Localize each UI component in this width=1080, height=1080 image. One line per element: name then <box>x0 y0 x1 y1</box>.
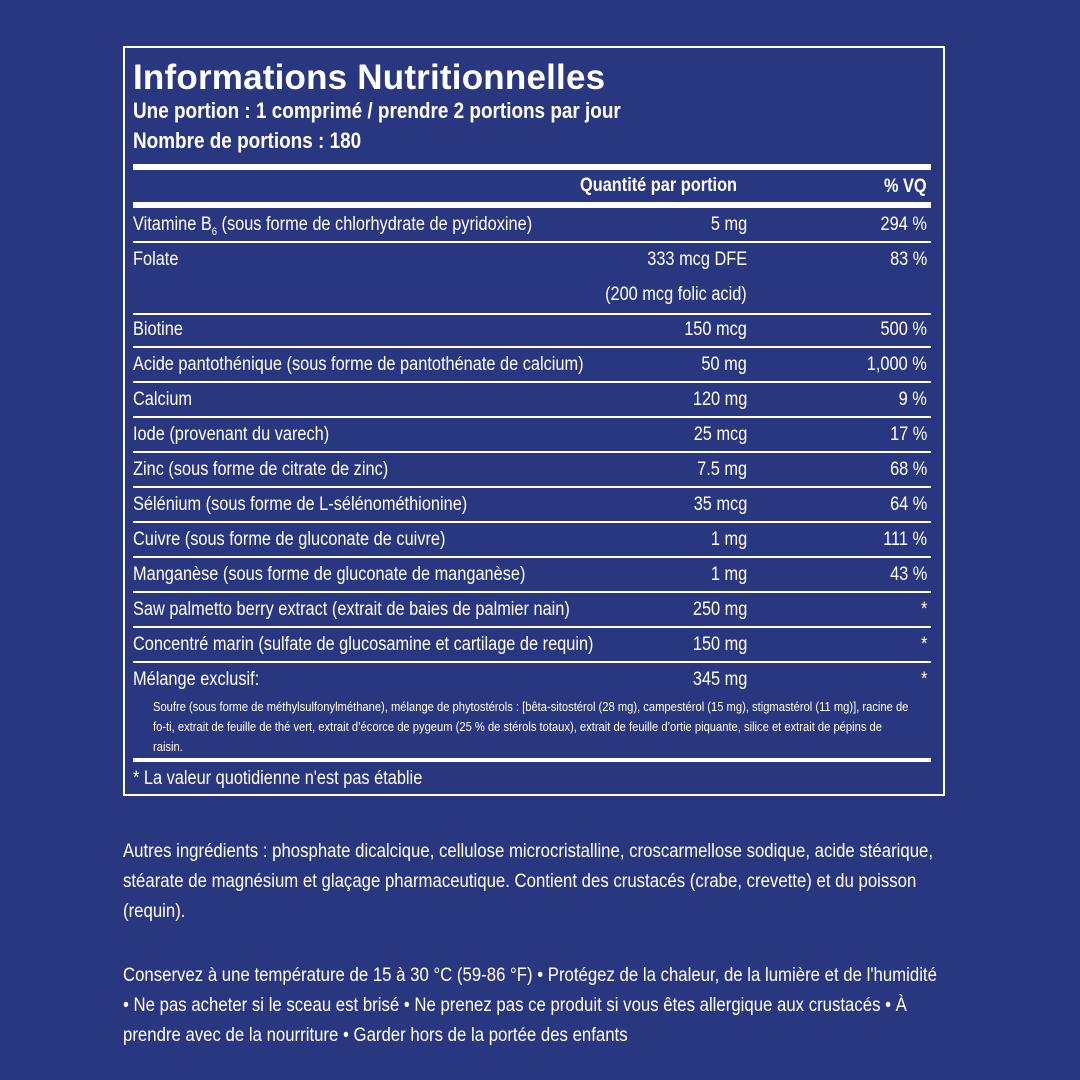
nutrient-amount: 150 mg <box>692 634 747 655</box>
nutrient-dv: 9 % <box>898 389 927 410</box>
nutrient-dv: 500 % <box>880 319 927 340</box>
nutrient-name: Vitamine $B_6$ (sous forme de chlorhydrate de pyridoxine) <box>133 214 533 238</box>
nutrient-amount: 25 mcg <box>693 424 747 445</box>
nutrient-name: Mélange exclusif: <box>133 669 260 690</box>
nutrient-row <box>133 383 931 418</box>
nutrient-row <box>133 453 931 488</box>
nutrient-dv: 111 % <box>883 529 927 550</box>
nutrient-name: Calcium <box>133 389 193 410</box>
nutrient-amount: 333 mcg DFE <box>647 249 747 270</box>
nutrient-amount: 1 mg <box>710 529 747 550</box>
dv-footnote: * La valeur quotidienne n'est pas établie <box>133 768 423 789</box>
thick-divider <box>133 164 931 170</box>
nutrient-row <box>133 418 931 453</box>
amount-header: Quantité par portion <box>580 175 738 196</box>
nutrient-dv: 68 % <box>889 459 927 480</box>
nutrient-row <box>133 593 931 628</box>
nutrient-name: Folate <box>133 249 179 270</box>
nutrient-amount: 35 mcg <box>693 494 747 515</box>
servings-per-container: Nombre de portions : 180 <box>133 128 362 153</box>
thick-divider <box>133 758 931 762</box>
nutrient-amount: 250 mg <box>692 599 747 620</box>
nutrient-name: Cuivre (sous forme de gluconate de cuivre) <box>133 529 446 550</box>
serving-size: Une portion : 1 comprimé / prendre 2 portions par jour <box>133 98 621 123</box>
nutrient-name: Manganèse (sous forme de gluconate de manganèse) <box>133 564 526 585</box>
blend-description: Soufre (sous forme de méthylsulfonylméthane), mélange de phytostérols : [bêta-sitostérol (28 mg), campestérol (15 mg), stigmastérol (11 mg)], racine de fo-ti, extrait de feuille de thé vert, extrait d’écorce de pygeum (25 % de stérols totaux), extrait de feuille d’ortie piquante, silice et extrait de pépins de raisin. <box>153 699 909 754</box>
dv-header: % VQ <box>884 176 927 197</box>
nutrient-dv: 64 % <box>889 494 927 515</box>
nutrient-amount-detail: (200 mcg folic acid) <box>605 284 747 305</box>
nutrient-dv: * <box>920 669 927 690</box>
nutrient-row <box>133 313 931 348</box>
nutrient-name: Acide pantothénique (sous forme de pantothénate de calcium) <box>133 354 584 375</box>
panel-title: Informations Nutritionnelles <box>133 58 606 97</box>
nutrient-row <box>133 348 931 383</box>
nutrient-name: Zinc (sous forme de citrate de zinc) <box>133 459 389 480</box>
nutrient-dv: 1,000 % <box>867 354 927 375</box>
proprietary-blend-row <box>133 663 931 755</box>
nutrient-dv: * <box>920 634 927 655</box>
nutrient-dv: * <box>920 599 927 620</box>
nutrient-dv: 43 % <box>889 564 927 585</box>
nutrient-row <box>133 628 931 663</box>
nutrient-dv: 83 % <box>889 249 927 270</box>
nutrient-amount: 120 mg <box>692 389 747 410</box>
nutrient-amount: 7.5 mg <box>697 459 747 480</box>
nutrient-row <box>133 558 931 593</box>
nutrient-amount: 50 mg <box>701 354 747 375</box>
nutrient-row <box>133 488 931 523</box>
nutrient-name: Iode (provenant du varech) <box>133 424 330 445</box>
nutrient-row <box>133 243 931 315</box>
nutrient-name: Concentré marin (sulfate de glucosamine et cartilage de requin) <box>133 634 594 655</box>
nutrient-amount: 5 mg <box>710 214 747 235</box>
nutrient-amount: 1 mg <box>710 564 747 585</box>
other-ingredients: Autres ingrédients : phosphate dicalcique, cellulose microcristalline, croscarmellose sodique, acide stéarique, stéarate de magnésium et glaçage pharmaceutique. Contient des crustacés (crabe, crevette) et du poisson (requin). <box>123 840 934 922</box>
nutrient-amount: 150 mcg <box>684 319 747 340</box>
nutrient-row <box>133 208 931 243</box>
nutrient-name: Sélénium (sous forme de L-sélénométhionine) <box>133 494 468 515</box>
storage-warnings: Conservez à une température de 15 à 30 °C (59-86 °F) • Protégez de la chaleur, de la lumière et de l'humidité • Ne pas acheter si le sceau est brisé • Ne prenez pas ce produit si vous êtes allergique aux crustacés • À prendre avec de la nourriture • Garder hors de la portée des enfants <box>123 964 937 1046</box>
nutrient-name: Biotine <box>133 319 183 340</box>
nutrient-amount: 345 mg <box>692 669 747 690</box>
nutrition-facts-panel <box>123 46 945 796</box>
nutrient-dv: 17 % <box>889 424 927 445</box>
nutrient-row <box>133 523 931 558</box>
nutrient-dv: 294 % <box>880 214 927 235</box>
nutrient-name: Saw palmetto berry extract (extrait de baies de palmier nain) <box>133 599 570 620</box>
